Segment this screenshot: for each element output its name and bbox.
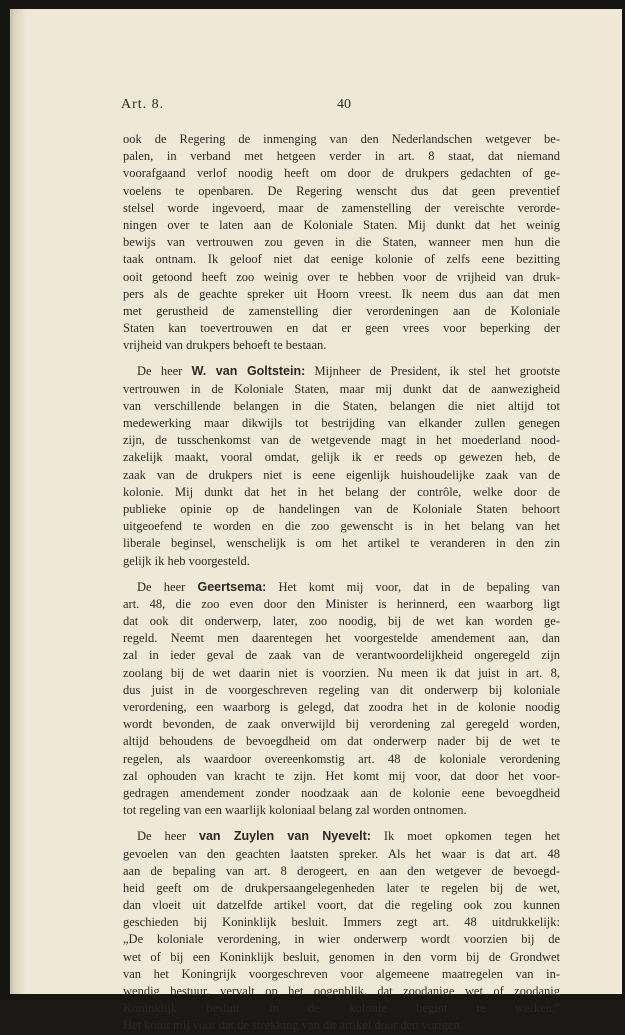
text-line: kolonie. Mij dunkt dat het in het belang der contrôle, welke door de xyxy=(123,484,560,499)
speaker-name: Geertsema: xyxy=(197,579,267,594)
text-line: „De koloniale verordening, in wier onderwerp wordt voorzien bij de xyxy=(123,932,560,947)
text-line: pers als de geachte spreker uit Hoorn vreest. Ik neem dus aan dat men xyxy=(123,286,560,301)
speaker-name: W. van Goltstein: xyxy=(191,364,306,379)
paragraph xyxy=(123,828,560,1034)
text-line: altijd behoudens de bevoegdheid om dat onderwerp nader bij de wet te xyxy=(123,734,560,749)
text-line: dan vloeit uit datzelfde artikel voort, dat die regeling ook zou kunnen xyxy=(123,898,560,913)
running-header xyxy=(121,97,561,117)
text-line: publieke opinie op de handelingen van de Koloniale Staten behoort xyxy=(123,501,560,516)
text-line: vertrouwen in de Koloniale Staten, maar mij dunkt dat de aanwezigheid xyxy=(123,381,560,396)
text-line: bewijs van vertrouwen zou geven in die Staten, wanneer men hun die xyxy=(123,235,560,250)
text-line: aan de bepaling van art. 8 derogeert, en aan den wetgever de bevoegd- xyxy=(123,863,560,878)
text-line: gedragen amendement zonder noodzaak aan de kolonie eene bevoegdheid xyxy=(123,785,560,800)
line-text: Ik moet opkomen tegen het xyxy=(370,829,560,844)
text-line: ook de Regering de inmenging van den Nederlandschen wetgever be- xyxy=(123,132,560,146)
text-line: Staten kan toevertrouwen en dat er geen vrees voor beperking der xyxy=(123,321,560,336)
speaker-prefix: De heer xyxy=(137,829,199,844)
paragraph-gap xyxy=(123,354,560,363)
paragraph xyxy=(123,131,560,354)
text-line: uitgeoefend te worden en die zoo gewenscht is in het belang van het xyxy=(123,519,560,534)
paragraph-gap xyxy=(123,819,560,828)
text-line: Het komt mij voor dat de strekking van dit artikel door den vorigen xyxy=(123,1018,460,1033)
text-line: ooit getoond heeft zoo weinig over te hebben voor de vrijheid van druk- xyxy=(123,269,560,284)
text-line: wendig bestuur, vervalt op het oogenblik, dat zoodanige wet of zoodanig xyxy=(123,984,560,998)
text-line: taak ontnam. Ik geloof niet dat eenige kolonie of zelfs eene bezitting xyxy=(123,252,560,267)
text-line: zijn, de tusschenkomst van de wetgevende magt in het moederland nood- xyxy=(123,433,560,448)
text-line xyxy=(123,579,560,596)
page-gutter xyxy=(13,9,27,994)
text-line: zal in ieder geval de zaak van de verantwoordelijkheid ongeregeld zijn xyxy=(123,648,560,663)
text-line: dus juist in de voorgeschreven regeling van dit onderwerp bij koloniale xyxy=(123,682,560,697)
paragraph xyxy=(123,363,560,569)
text-line: dat ook dit onderwerp, later, zoo noodig, bij de wet kan worden ge- xyxy=(123,614,560,629)
text-line xyxy=(123,363,560,380)
speaker-prefix: De heer xyxy=(137,364,192,379)
speaker-prefix: De heer xyxy=(137,579,198,594)
text-line: met gerustheid de zamenstelling dier verordeningen aan de Koloniale xyxy=(123,303,560,318)
text-line: regelen, als waardoor overeenkomstig art. 48 de koloniale verordening xyxy=(123,751,560,766)
text-line: gevoelen van den geachten laatsten spreker. Als het waar is dat art. 48 xyxy=(123,846,560,861)
text-line: ningen over te laten aan de Koloniale Staten. Mij dunkt dat het weinig xyxy=(123,217,560,232)
paragraph xyxy=(123,579,560,820)
text-line: zoolang bij de wet daarin niet is voorzien. Nu meen ik dat juist in art. 8, xyxy=(123,665,560,680)
text-line: wordt bevonden, de zaak onverwijld bij verordening zal geregeld worden, xyxy=(123,717,560,732)
text-line: zal ophouden van kracht te zijn. Het komt mij voor, dat door het voor- xyxy=(123,768,560,783)
text-line: medewerking maar dikwijls tot bestrijding van elkander zullen genegen xyxy=(123,416,560,430)
text-line: stelsel worde ingevoerd, maar de zamenstelling der vereischte verorde- xyxy=(123,200,560,215)
text-line: voelens te openbaren. De Regering wenscht dus dat geen preventief xyxy=(123,183,560,198)
page-body xyxy=(123,131,560,1035)
text-line: geschieden bij Koninklijk besluit. Immers zegt art. 48 uitdrukkelijk: xyxy=(123,915,560,930)
article-label: Art. 8. xyxy=(121,97,165,112)
text-line: verordening, een waarborg is gelegd, dat zoodra het in de kolonie noodig xyxy=(123,700,560,714)
text-line: palen, in verband met hetgeen verder in art. 8 staat, dat niemand xyxy=(123,149,560,164)
text-line: wet of bij een Koninklijk besluit, genomen in den vorm bij de Grondwet xyxy=(123,949,560,964)
speaker-name: van Zuylen van Nyevelt: xyxy=(199,829,371,844)
text-line: Koninklijk besluit in de kolonie begint te werken." xyxy=(123,1001,560,1016)
page-number: 40 xyxy=(337,97,351,112)
text-line: heid geeft om de drukpersaangelegenheden later te regelen bij de wet, xyxy=(123,880,560,895)
text-line: zakelijk maakt, vooral omdat, gelijk ik er reeds op gewezen heb, de xyxy=(123,450,560,465)
text-line: voorafgaand verlof noodig heeft om door de drukpers gedachten of ge- xyxy=(123,166,560,181)
text-line: vrijheid van drukpers behoeft te bestaan. xyxy=(123,338,327,353)
text-line: tot regeling van een waarlijk koloniaal belang zal worden ontnomen. xyxy=(123,803,467,818)
text-line: regeld. Neemt men daarentegen het voorgestelde amendement aan, dan xyxy=(123,631,560,646)
text-line: van verschillende belangen in die Staten, belangen die niet altijd tot xyxy=(123,398,560,413)
text-line: liberale beginsel, wenschelijk is om het artikel te veranderen in den zin xyxy=(123,536,560,551)
text-line xyxy=(123,828,560,845)
text-line: zaak van de drukpers niet is eene eigenlijk huishoudelijke zaak van de xyxy=(123,467,560,482)
text-line: van het Koningrijk voorgeschreven voor algemeene maatregelen van in- xyxy=(123,966,560,981)
book-page xyxy=(10,9,622,1033)
line-text: Het komt mij voor, dat in de bepaling van xyxy=(266,579,560,594)
line-text: Mijnheer de President, ik stel het grootste xyxy=(305,364,560,379)
paragraph-gap xyxy=(123,570,560,579)
text-line: gelijk ik heb voorgesteld. xyxy=(123,553,250,568)
text-line: art. 48, die zoo even door den Minister is herinnerd, een waarborg ligt xyxy=(123,596,560,611)
